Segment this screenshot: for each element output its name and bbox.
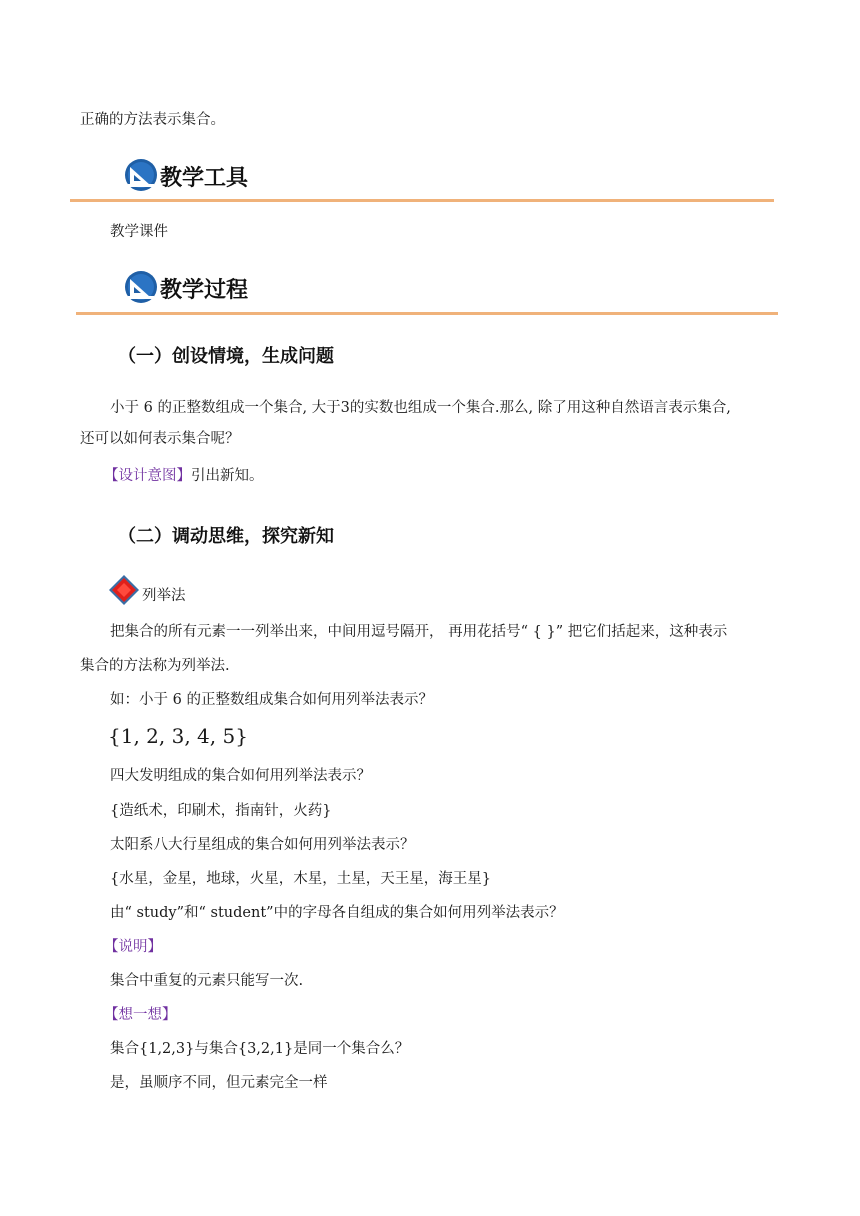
example-answer-3: {水星，金星，地球，火星，木星，土星，天王星，海王星} <box>110 871 491 887</box>
think-answer: 是，虽顺序不同，但元素完全一样 <box>110 1075 328 1091</box>
section-divider <box>70 199 774 202</box>
example-question-3: 太阳系八大行星组成的集合如何用列举法表示？ <box>110 837 415 853</box>
section-heading-tools <box>124 158 248 192</box>
think-label: 【想一想】 <box>104 1007 177 1023</box>
set-square-logo-icon <box>124 158 158 192</box>
section-heading-process <box>124 270 248 304</box>
think-question: 集合{1,2,3}与集合{3,2,1}是同一个集合么？ <box>110 1041 410 1057</box>
design-text: 引出新知。 <box>191 468 264 484</box>
part2-title: （二）调动思维，探究新知 <box>118 526 334 547</box>
example-answer-2: {造纸术，印刷术，指南针，火药} <box>110 803 332 819</box>
definition-line2: 集合的方法称为列举法. <box>80 658 230 674</box>
example-answer-1: {1, 2, 3, 4, 5} <box>108 724 248 748</box>
part1-para-line1: 小于 6 的正整数组成一个集合, 大于3的实数也组成一个集合.那么, 除了用这种自然语言表示集合, <box>110 400 731 416</box>
example-question-2: 四大发明组成的集合如何用列举法表示？ <box>110 768 371 784</box>
section-title: 教学过程 <box>160 278 249 303</box>
part1-title: （一）创设情境，生成问题 <box>118 346 334 367</box>
design-label: 【设计意图】 <box>104 468 191 484</box>
design-note <box>104 466 264 486</box>
section-title: 教学工具 <box>160 166 249 191</box>
method-title: 列举法 <box>142 588 186 604</box>
section-divider <box>76 312 778 315</box>
tools-content: 教学课件 <box>110 224 168 240</box>
method-heading <box>108 574 186 606</box>
note-text: 集合中重复的元素只能写一次. <box>110 973 304 989</box>
part1-para-line2: 还可以如何表示集合呢？ <box>80 431 240 447</box>
definition-line1: 把集合的所有元素一一列举出来，中间用逗号隔开， 再用花括号“ { }” 把它们括起来，这种表示 <box>110 624 728 640</box>
diamond-bullet-icon <box>108 574 140 606</box>
set-square-logo-icon <box>124 270 158 304</box>
example-question-4: 由“ study”和“ student”中的字母各自组成的集合如何用列举法表示？ <box>110 905 564 921</box>
example-question-1: 如：小于 6 的正整数组成集合如何用列举法表示？ <box>110 692 433 708</box>
intro-line: 正确的方法表示集合。 <box>80 112 225 128</box>
note-label: 【说明】 <box>104 939 162 955</box>
